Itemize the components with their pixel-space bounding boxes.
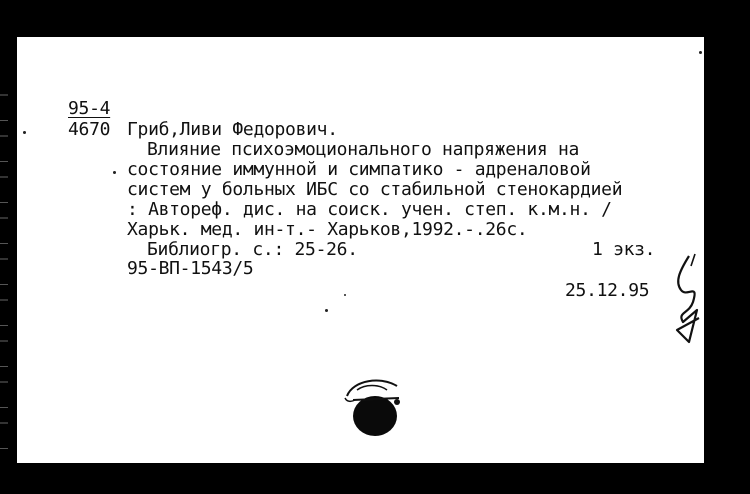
speck <box>23 131 26 134</box>
library-stamp-icon <box>335 372 415 440</box>
date-stamp: 25.12.95 <box>565 280 650 301</box>
speck <box>325 309 328 312</box>
shelf-mark: 95-4 <box>68 98 111 119</box>
title-line-5: Харьк. мед. ин-т.- Харьков,1992.-.26с. <box>127 219 528 240</box>
title-line-1: Влияние психоэмоционального напряжения на <box>147 139 580 160</box>
title-line-2: состояние иммунной и симпатико - адреналовой <box>127 159 591 180</box>
speck <box>113 171 116 174</box>
copies-count: 1 экз. <box>592 239 656 260</box>
handwritten-signature-icon <box>669 252 703 352</box>
catalog-card <box>17 37 704 463</box>
speck <box>699 51 702 54</box>
bibliography-note: Библиогр. с.: 25-26. <box>147 239 358 260</box>
title-line-4: : Автореф. дис. на соиск. учен. степ. к.м.н. / <box>127 199 612 220</box>
accession-number: 4670 <box>68 119 111 140</box>
scan-edge-noise <box>0 80 8 460</box>
author-name: Гриб,Ливи Федорович. <box>127 119 338 140</box>
call-number: 95-ВП-1543/5 <box>127 258 254 279</box>
title-line-3: систем у больных ИБС со стабильной стенокардией <box>127 179 623 200</box>
speck <box>344 294 346 296</box>
